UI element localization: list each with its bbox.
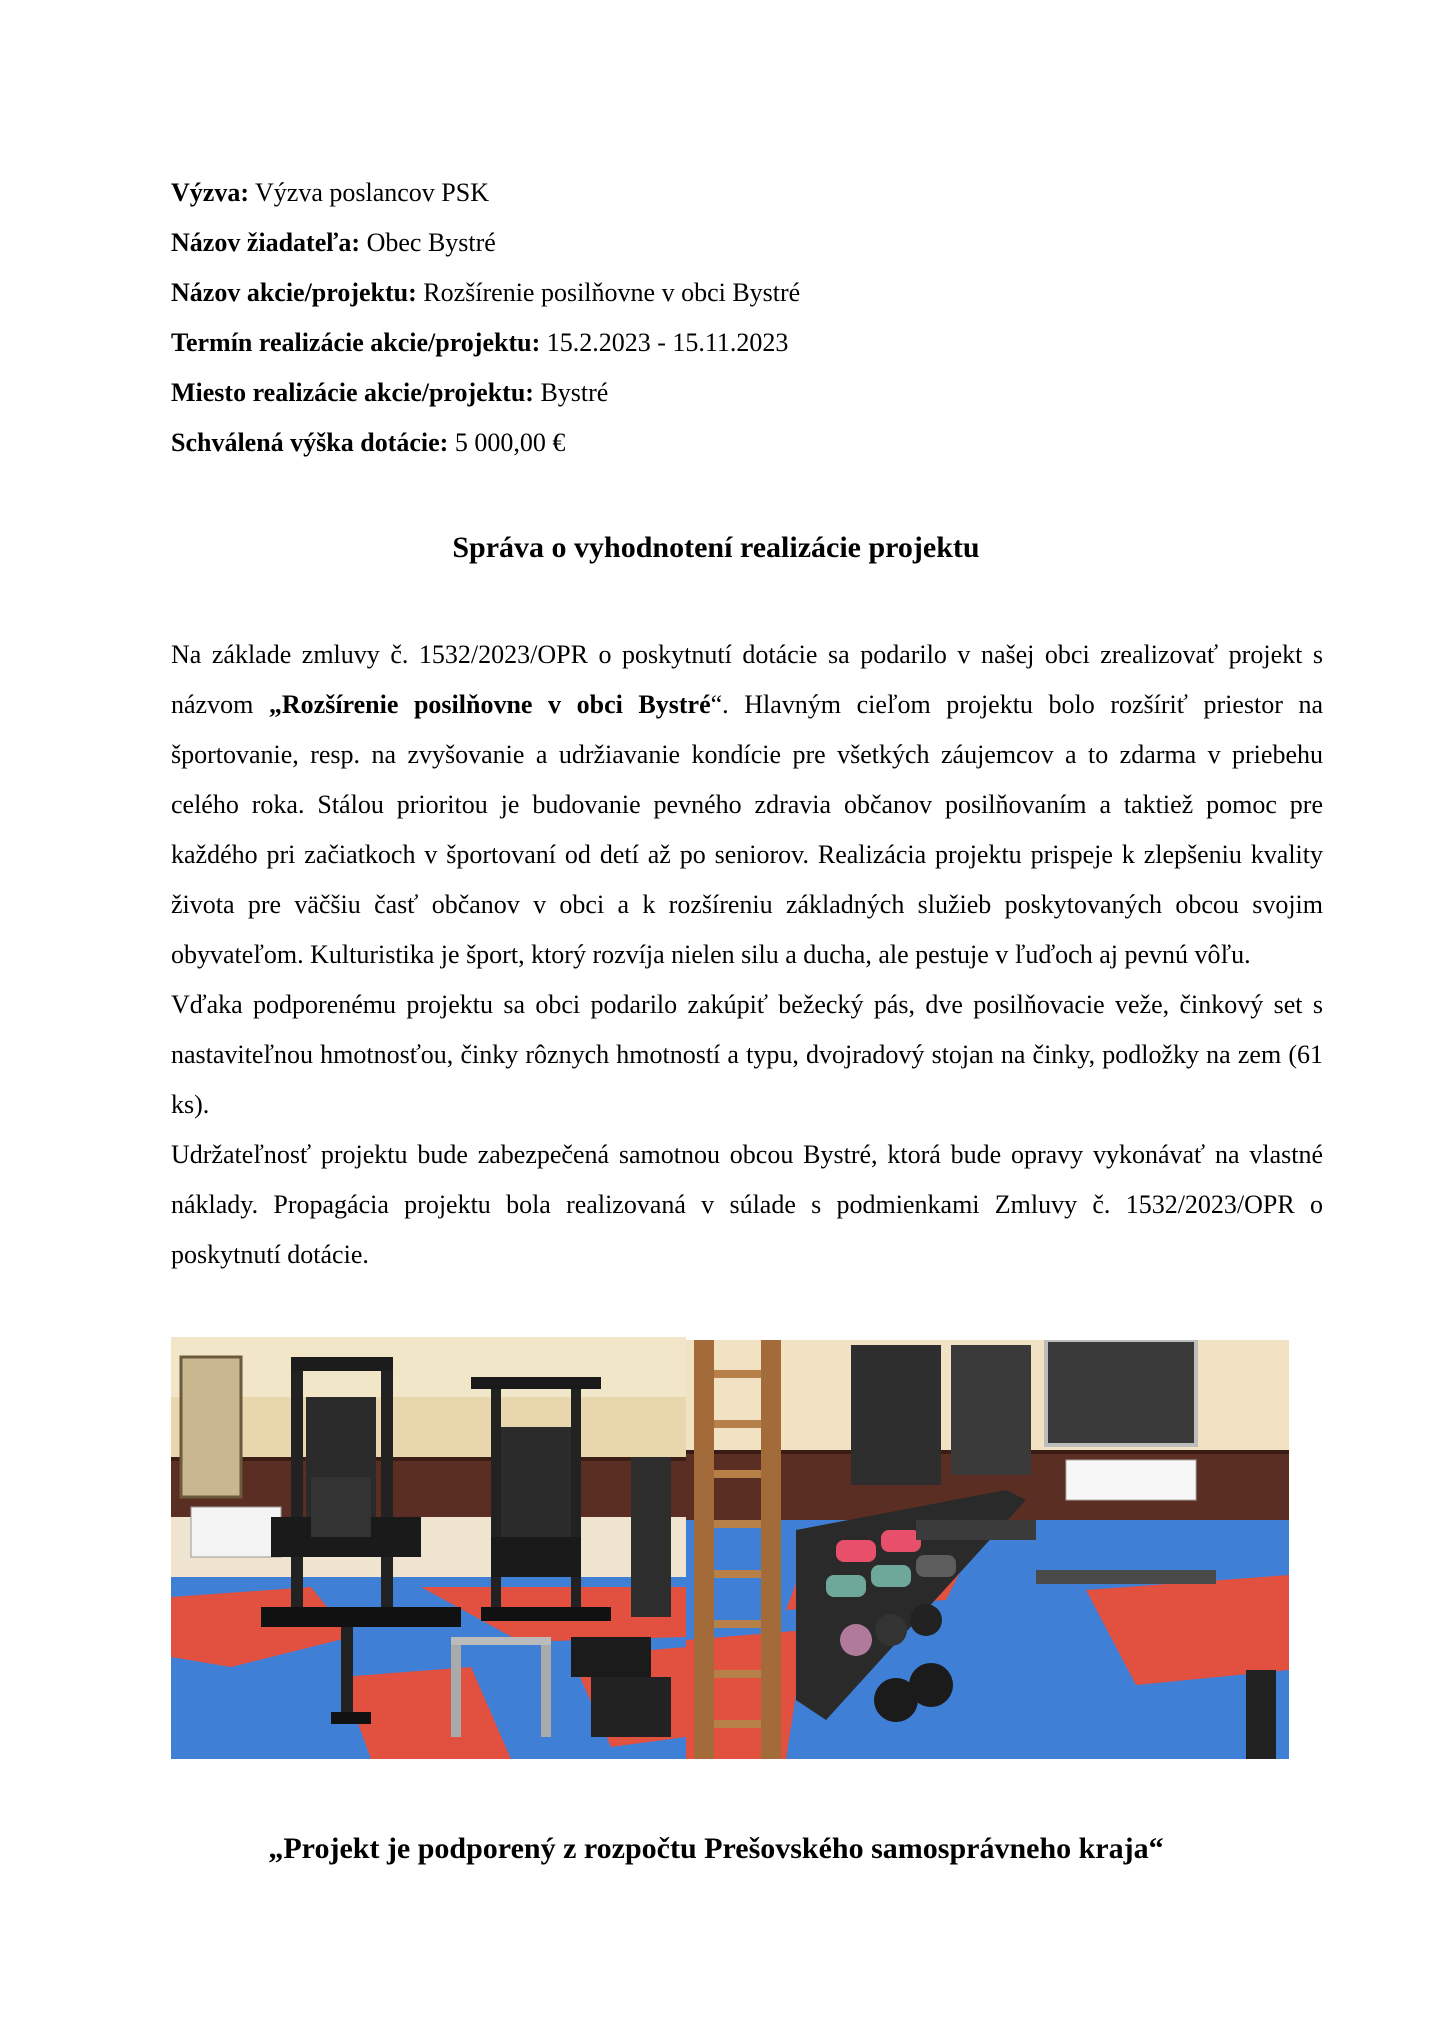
- info-value: 5 000,00 €: [454, 428, 566, 457]
- report-body: [171, 630, 1323, 1280]
- info-line-amount: [171, 418, 1271, 468]
- gym-photos: [171, 1337, 1289, 1759]
- paragraph-2: Vďaka podporenému projektu sa obci podarilo zakúpiť bežecký pás, dve posilňovacie veže, činkový set s nastaviteľnou hmotnosťou, činky rôznych hmotností a typu, dvojradový stojan na činky, podložky na zem (61 ks).: [171, 990, 1323, 1119]
- report-title: Správa o vyhodnotení realizácie projektu: [452, 531, 980, 564]
- info-line-project-name: [171, 268, 1271, 318]
- info-label: Názov žiadateľa:: [171, 228, 361, 257]
- info-label: Schválená výška dotácie:: [171, 428, 449, 457]
- gym-photo-left-image: [171, 1337, 686, 1759]
- info-value: Obec Bystré: [366, 228, 496, 257]
- info-label: Výzva:: [171, 178, 249, 207]
- funding-footer: „Projekt je podporený z rozpočtu Prešovského samosprávneho kraja“: [268, 1832, 1164, 1865]
- info-line-term: [171, 318, 1271, 368]
- gym-photo-right-image: [686, 1340, 1289, 1759]
- info-value: Rozšírenie posilňovne v obci Bystré: [423, 278, 801, 307]
- info-value: 15.2.2023 - 15.11.2023: [546, 328, 789, 357]
- paragraph-1: Na základe zmluvy č. 1532/2023/OPR o poskytnutí dotácie sa podarilo v našej obci zrealizovať projekt s názvom „Rozšírenie posilňovne v obci Bystré“. Hlavným cieľom projektu bolo rozšíriť priestor na športovanie, resp. na zvyšovanie a udržiavanie kondície pre všetkých záujemcov a to zdarma v priebehu celého roka. Stálou prioritou je budovanie pevného zdravia občanov posilňovaním a taktiež pomoc pre každého pri začiatkoch v športovaní od detí až po seniorov. Realizácia projektu prispeje k zlepšeniu kvality života pre väčšiu časť občanov v obci a k rozšíreniu základných služieb poskytovaných obcou svojim obyvateľom. Kulturistika je šport, ktorý rozvíja nielen silu a ducha, ale pestuje v ľuďoch aj pevnú vôľu.: [171, 640, 1323, 969]
- info-label: Miesto realizácie akcie/projektu:: [171, 378, 534, 407]
- gym-photo-right: [686, 1340, 1289, 1759]
- info-line-call: [171, 168, 1271, 218]
- info-value: Výzva poslancov PSK: [255, 178, 489, 207]
- info-line-place: [171, 368, 1271, 418]
- info-value: Bystré: [540, 378, 609, 407]
- paragraph-3: Udržateľnosť projektu bude zabezpečená samotnou obcou Bystré, ktorá bude opravy vykonávať na vlastné náklady. Propagácia projektu bola realizovaná v súlade s podmienkami Zmluvy č. 1532/2023/OPR o poskytnutí dotácie.: [171, 1140, 1323, 1269]
- gym-photo-left: [171, 1337, 686, 1759]
- project-info: [171, 168, 1271, 468]
- info-line-applicant: [171, 218, 1271, 268]
- info-label: Termín realizácie akcie/projektu:: [171, 328, 541, 357]
- info-label: Názov akcie/projektu:: [171, 278, 417, 307]
- project-name-bold: „Rozšírenie posilňovne v obci Bystré: [268, 690, 711, 719]
